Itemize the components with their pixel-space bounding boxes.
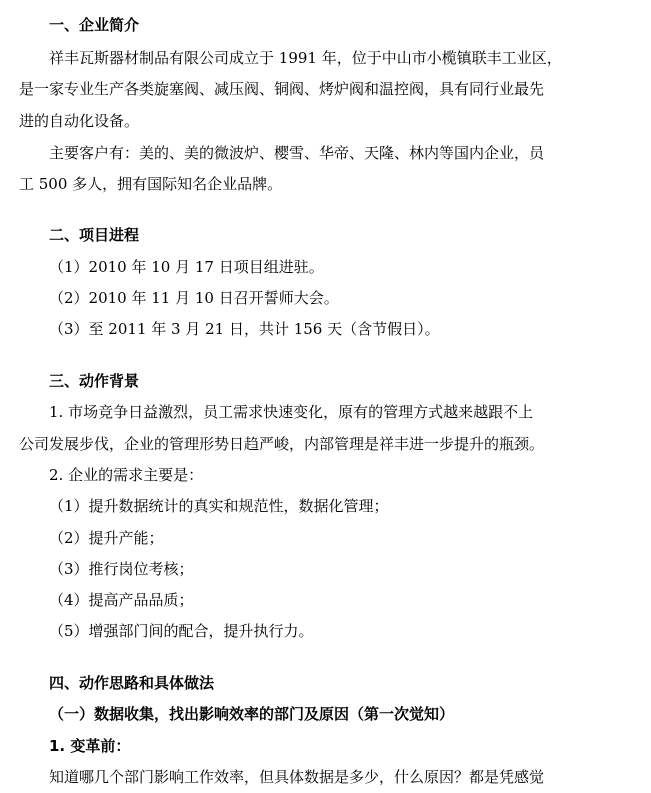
- section-4-subheading-1: （一）数据收集，找出影响效率的部门及原因（第一次觉知）: [49, 705, 455, 723]
- section-2-item: （2）2010 年 11 月 10 日召开誓师大会。: [49, 289, 339, 307]
- section-3-item: （4）提高产品品质；: [49, 591, 194, 609]
- section-2-title: 二、项目进程: [49, 226, 140, 244]
- section-3-item: （5）增强部门间的配合，提升执行力。: [49, 622, 314, 640]
- section-4-title: 四、动作思路和具体做法: [49, 674, 215, 692]
- section-1-para-1-line-2: 是一家专业生产各类旋塞阀、减压阀、铜阀、烤炉阀和温控阀，具有同行业最先: [19, 80, 545, 98]
- section-2-item: （1）2010 年 10 月 17 日项目组进驻。: [49, 258, 324, 276]
- section-4-para-1: 知道哪几个部门影响工作效率，但具体数据是多少，什么原因？都是凭感觉: [49, 768, 545, 786]
- section-3-para-1-line-2: 公司发展步伐，企业的管理形势日趋严峻，内部管理是祥丰进一步提升的瓶颈。: [19, 435, 545, 453]
- section-3-item: （3）推行岗位考核；: [49, 560, 194, 578]
- section-3-para-2: 2. 企业的需求主要是：: [49, 466, 204, 484]
- section-3-title: 三、动作背景: [49, 372, 140, 390]
- section-1-para-1-line-1: 祥丰瓦斯器材制品有限公司成立于 1991 年，位于中山市小榄镇联丰工业区，: [49, 49, 562, 67]
- section-1-para-2-line-2: 工 500 多人，拥有国际知名企业品牌。: [19, 175, 283, 193]
- section-2-item: （3）至 2011 年 3 月 21 日，共计 156 天（含节假日）。: [49, 320, 440, 338]
- section-4-subheading-2: 1. 变革前：: [49, 737, 131, 755]
- section-1-para-1-line-3: 进的自动化设备。: [19, 112, 140, 130]
- section-3-item: （1）提升数据统计的真实和规范性，数据化管理；: [49, 497, 389, 515]
- section-1-para-2-line-1: 主要客户有：美的、美的微波炉、樱雪、华帝、天隆、林内等国内企业，员: [49, 144, 545, 162]
- section-3-item: （2）提升产能；: [49, 529, 164, 547]
- section-1-title: 一、企业简介: [49, 16, 140, 34]
- section-3-para-1-line-1: 1. 市场竞争日益激烈，员工需求快速变化，原有的管理方式越来越跟不上: [49, 403, 534, 421]
